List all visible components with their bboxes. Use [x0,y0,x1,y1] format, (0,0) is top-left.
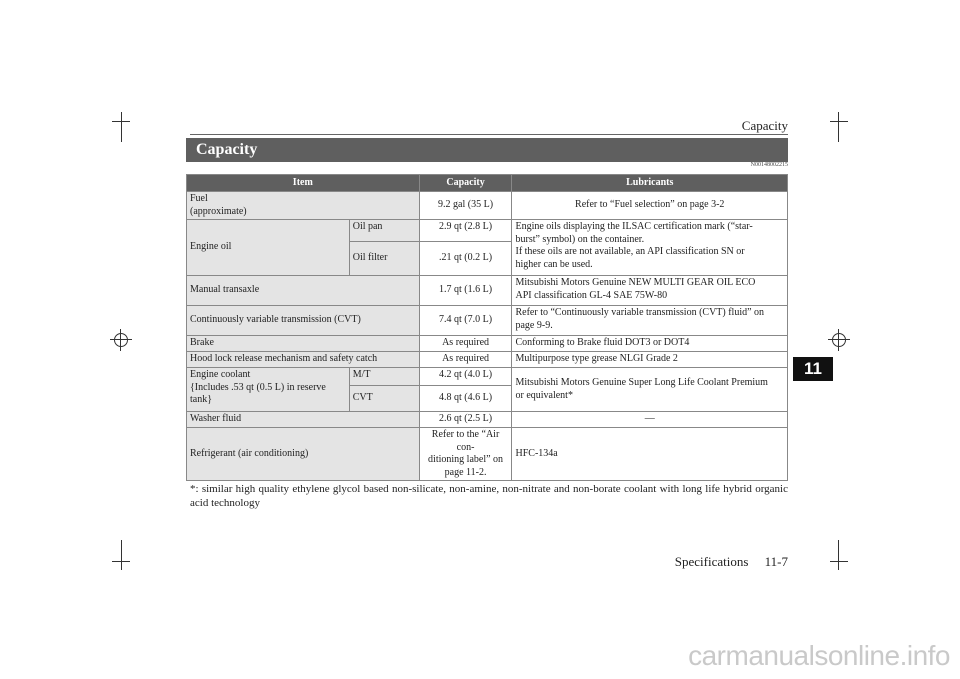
lubricant-cell [512,306,788,336]
crop-mark-br-v [838,540,839,570]
chapter-tab: 11 [793,357,833,381]
crop-mark-tl-v [121,112,122,142]
capacity-cell [419,428,512,481]
header-capacity: Capacity [419,175,512,192]
capacity-cell: 4.8 qt (4.6 L) [419,386,512,412]
lubricant-text: If these oils are not available, an API classification SN or [515,246,745,257]
lubricant-text: Refer to “Continuously variable transmission (CVT) fluid” on [515,307,765,318]
capacity-cell: 2.9 qt (2.8 L) [419,220,512,242]
subitem-cell: Oil filter [349,242,419,276]
crop-mark-tr-v [838,112,839,142]
item-cell: Engine oil [187,220,350,276]
page-footer: Specifications 11-7 [674,554,788,569]
lubricant-cell: — [512,412,788,428]
capacity-text: ditioning label” on [428,454,504,465]
subitem-cell: CVT [349,386,419,412]
lubricant-cell: Conforming to Brake fluid DOT3 or DOT4 [512,336,788,352]
lubricant-text: burst” symbol) on the container. [515,233,645,245]
crop-mark-tl-h [112,121,130,122]
crop-mark-bl-h [112,561,130,562]
subitem-cell: M/T [349,368,419,386]
item-cell: Manual transaxle [187,276,420,306]
lubricant-text: or equivalent* [515,389,573,401]
item-text: {Includes .53 qt (0.5 L) in reserve [190,381,326,393]
section-code: N00148002215 [750,162,788,168]
running-head-title: Capacity [741,118,788,133]
registration-mark-right [832,333,846,347]
coolant-footnote: *: similar high quality ethylene glycol based non-silicate, non-amine, non-nitrate and non-borate coolant with long life hybrid organic acid technology [190,483,788,509]
crop-mark-tr-h [830,121,848,122]
item-text: (approximate) [190,205,247,217]
item-cell: Hood lock release mechanism and safety catch [187,352,420,368]
table-row-coolant-mt [187,368,788,386]
watermark: carmanualsonline.info [688,640,950,671]
crop-mark-br-h [830,561,848,562]
capacity-cell: 9.2 gal (35 L) [419,192,512,220]
lubricant-text: higher can be used. [515,258,593,270]
item-text: Engine coolant [190,369,251,380]
registration-mark-left [114,333,128,347]
table-row-washer-fluid [187,412,788,428]
capacity-cell: 4.2 qt (4.0 L) [419,368,512,386]
capacity-cell: As required [419,352,512,368]
item-cell: Washer fluid [187,412,420,428]
lubricant-cell: HFC-134a [512,428,788,481]
table-row-manual-transaxle [187,276,788,306]
capacity-cell: 2.6 qt (2.5 L) [419,412,512,428]
lubricant-cell: Multipurpose type grease NLGI Grade 2 [512,352,788,368]
header-rule [190,134,788,135]
capacity-text: page 11-2. [444,466,487,478]
table-row-engine-oil-pan [187,220,788,242]
lubricant-cell [512,220,788,276]
item-text: Fuel [190,193,208,204]
lubricant-cell [512,276,788,306]
lubricant-text: Engine oils displaying the ILSAC certification mark (“star- [515,221,753,232]
lubricant-text: API classification GL-4 SAE 75W-80 [515,289,668,301]
table-row-hood-lock [187,352,788,368]
table-header-row [187,175,788,192]
table-row-cvt [187,306,788,336]
table-row-brake [187,336,788,352]
crop-mark-bl-v [121,540,122,570]
capacity-text: Refer to the “Air con- [431,429,500,453]
capacity-cell: 1.7 qt (1.6 L) [419,276,512,306]
capacity-table [186,174,788,481]
section-title-banner: Capacity [186,138,788,162]
lubricant-cell [512,368,788,412]
item-text: tank} [190,394,213,405]
item-cell [187,192,420,220]
header-lubricants: Lubricants [512,175,788,192]
table-row-fuel [187,192,788,220]
capacity-cell: As required [419,336,512,352]
lubricant-cell: Refer to “Fuel selection” on page 3-2 [512,192,788,220]
item-cell: Brake [187,336,420,352]
capacity-cell: .21 qt (0.2 L) [419,242,512,276]
header-item: Item [187,175,420,192]
item-cell [187,368,350,412]
lubricant-text: Mitsubishi Motors Genuine Super Long Life Coolant Premium [515,377,768,388]
subitem-cell: Oil pan [349,220,419,242]
item-cell: Continuously variable transmission (CVT) [187,306,420,336]
capacity-cell: 7.4 qt (7.0 L) [419,306,512,336]
lubricant-text: Mitsubishi Motors Genuine NEW MULTI GEAR OIL ECO [515,277,756,288]
table-row-refrigerant [187,428,788,481]
lubricant-text: page 9-9. [515,319,553,331]
item-cell: Refrigerant (air conditioning) [187,428,420,481]
